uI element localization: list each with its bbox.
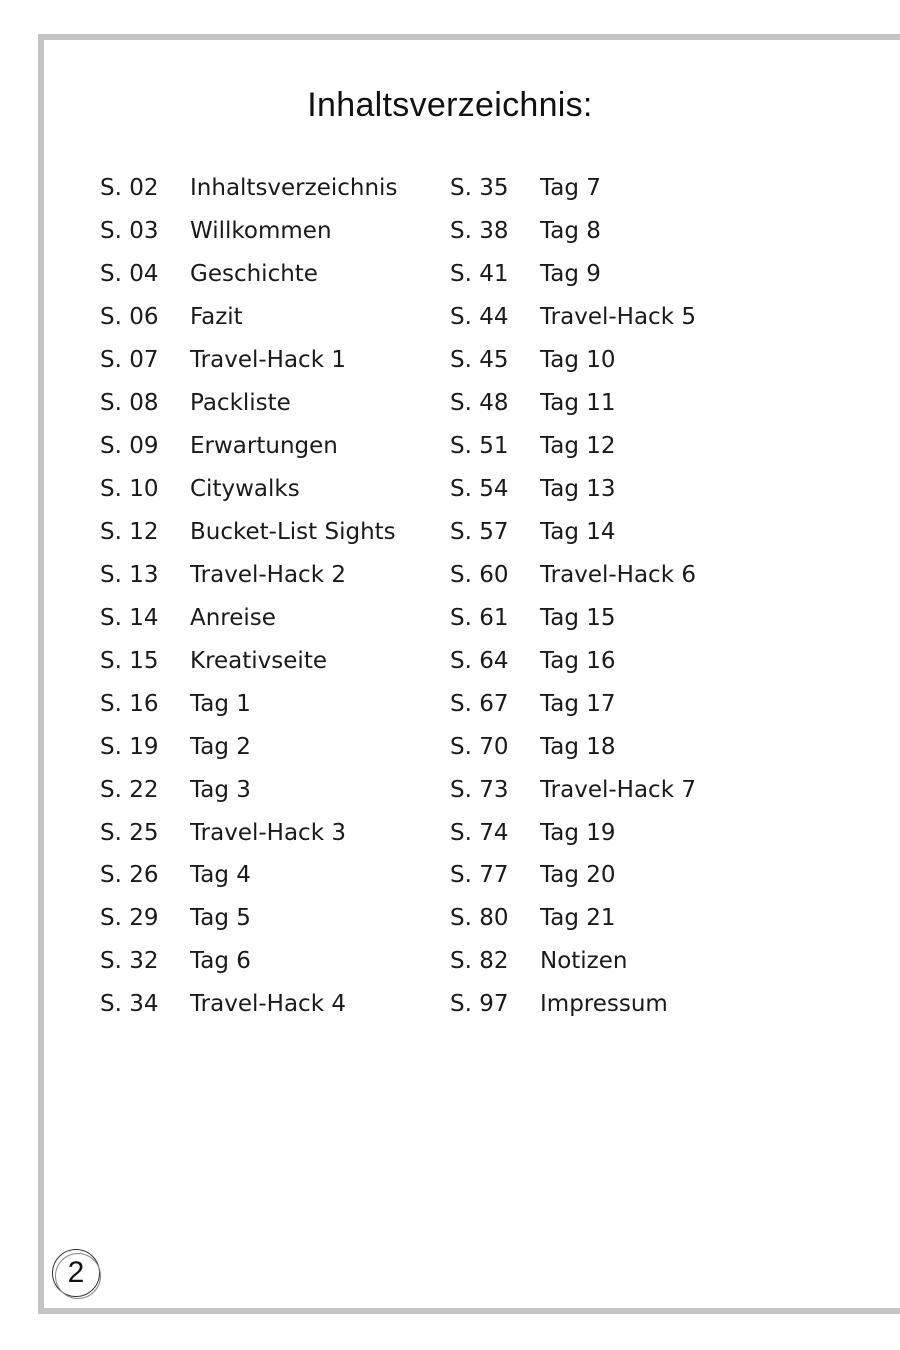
toc-entry-page: S. 82 <box>450 948 509 975</box>
toc-entry-page: S. 57 <box>450 518 509 545</box>
page-number: 2 <box>67 1256 85 1289</box>
toc-entry-page: S. 60 <box>450 561 509 588</box>
toc-entry-title: Erwartungen <box>190 433 338 460</box>
toc-entry-page: S. 64 <box>450 647 509 674</box>
toc-entry-title: Bucket-List Sights <box>190 518 396 545</box>
toc-entry <box>100 339 397 382</box>
toc-entry-page: S. 51 <box>450 433 509 460</box>
toc-entry <box>450 897 696 940</box>
toc-entry-page: S. 26 <box>100 862 159 889</box>
toc-entry <box>450 639 696 682</box>
toc-entry-page: S. 74 <box>450 819 509 846</box>
toc-entry-page: S. 02 <box>100 175 159 202</box>
toc-entry <box>450 210 696 253</box>
toc-entry-title: Geschichte <box>190 261 318 288</box>
page-number-badge <box>52 1249 100 1297</box>
toc-entry-title: Tag 1 <box>190 690 251 717</box>
toc-entry-title: Tag 15 <box>540 604 616 631</box>
toc-entry-page: S. 22 <box>100 776 159 803</box>
toc-entry-title: Tag 5 <box>190 905 251 932</box>
toc-entry <box>100 425 397 468</box>
toc-entry <box>450 339 696 382</box>
toc-entry-title: Tag 16 <box>540 647 616 674</box>
toc-entry-title: Impressum <box>540 991 668 1018</box>
toc-entry-title: Travel-Hack 3 <box>190 819 346 846</box>
toc-entry-page: S. 35 <box>450 175 509 202</box>
toc-entry-title: Tag 2 <box>190 733 251 760</box>
toc-entry-page: S. 45 <box>450 347 509 374</box>
toc-entry-title: Willkommen <box>190 218 332 245</box>
toc-entry-title: Tag 3 <box>190 776 251 803</box>
toc-entry-page: S. 44 <box>450 304 509 331</box>
toc-entry <box>100 596 397 639</box>
toc-entry-title: Tag 18 <box>540 733 616 760</box>
toc-entry <box>100 511 397 554</box>
toc-entry-page: S. 14 <box>100 604 159 631</box>
toc-entry <box>100 553 397 596</box>
page-title: Inhaltsverzeichnis: <box>307 86 593 124</box>
toc-entry-title: Fazit <box>190 304 243 331</box>
toc-entry <box>100 296 397 339</box>
toc-entry-title: Tag 11 <box>540 390 616 417</box>
toc-entry-title: Travel-Hack 6 <box>540 561 696 588</box>
toc-entry-page: S. 09 <box>100 433 159 460</box>
toc-entry-page: S. 03 <box>100 218 159 245</box>
toc-entry-title: Citywalks <box>190 476 300 503</box>
toc-entry-title: Tag 12 <box>540 433 616 460</box>
toc-entry <box>100 167 397 210</box>
toc-entry <box>100 897 397 940</box>
toc-entry <box>100 210 397 253</box>
toc-entry-page: S. 15 <box>100 647 159 674</box>
toc-entry-title: Tag 19 <box>540 819 616 846</box>
toc-entry <box>100 382 397 425</box>
toc-entry <box>450 596 696 639</box>
toc-entry <box>450 940 696 983</box>
toc-entry-page: S. 41 <box>450 261 509 288</box>
toc-entry-title: Notizen <box>540 948 628 975</box>
toc-entry <box>100 682 397 725</box>
toc-entry-page: S. 12 <box>100 518 159 545</box>
toc-entry-title: Travel-Hack 2 <box>190 561 346 588</box>
toc-entry <box>450 253 696 296</box>
toc-entry-page: S. 16 <box>100 690 159 717</box>
toc-entry-title: Tag 13 <box>540 476 616 503</box>
toc-entry <box>100 639 397 682</box>
toc-entry-page: S. 08 <box>100 390 159 417</box>
toc-entry-title: Tag 4 <box>190 862 251 889</box>
toc-entry-page: S. 29 <box>100 905 159 932</box>
toc-entry-page: S. 13 <box>100 561 159 588</box>
toc-entry <box>450 768 696 811</box>
toc-entry <box>450 725 696 768</box>
toc-entry <box>450 167 696 210</box>
toc-entry-title: Tag 9 <box>540 261 601 288</box>
toc-entry <box>450 854 696 897</box>
toc-entry <box>100 940 397 983</box>
toc-entry-title: Tag 8 <box>540 218 601 245</box>
toc-entry-page: S. 70 <box>450 733 509 760</box>
toc-entry <box>450 553 696 596</box>
toc-entry <box>450 425 696 468</box>
toc-entry-title: Tag 20 <box>540 862 616 889</box>
toc-entry-page: S. 06 <box>100 304 159 331</box>
toc-entry <box>450 811 696 854</box>
toc-entry-page: S. 77 <box>450 862 509 889</box>
toc-entry <box>450 382 696 425</box>
toc-entry-page: S. 38 <box>450 218 509 245</box>
toc-entry-title: Anreise <box>190 604 276 631</box>
toc-entry-title: Tag 7 <box>540 175 601 202</box>
toc-column-right <box>450 167 696 1026</box>
toc-entry <box>450 468 696 511</box>
toc-entry-title: Kreativseite <box>190 647 327 674</box>
toc-entry-title: Tag 10 <box>540 347 616 374</box>
toc-entry-page: S. 19 <box>100 733 159 760</box>
toc-entry-title: Packliste <box>190 390 291 417</box>
toc-entry-title: Tag 17 <box>540 690 616 717</box>
toc-entry-title: Tag 14 <box>540 518 616 545</box>
toc-entry <box>100 811 397 854</box>
toc-entry-title: Inhaltsverzeichnis <box>190 175 398 202</box>
toc-entry <box>100 768 397 811</box>
toc-entry <box>100 468 397 511</box>
toc-entry <box>100 983 397 1026</box>
toc-entry-title: Travel-Hack 5 <box>540 304 696 331</box>
toc-entry-title: Travel-Hack 1 <box>190 347 346 374</box>
toc-entry-page: S. 61 <box>450 604 509 631</box>
toc-entry <box>100 253 397 296</box>
toc-entry-page: S. 04 <box>100 261 159 288</box>
toc-entry <box>450 511 696 554</box>
toc-entry-page: S. 10 <box>100 476 159 503</box>
toc-entry-page: S. 97 <box>450 991 509 1018</box>
toc-entry <box>450 983 696 1026</box>
toc-entry <box>100 725 397 768</box>
toc-entry-title: Travel-Hack 7 <box>540 776 696 803</box>
toc-entry-title: Tag 6 <box>190 948 251 975</box>
toc-entry-title: Travel-Hack 4 <box>190 991 346 1018</box>
toc-entry <box>450 682 696 725</box>
toc-entry-page: S. 54 <box>450 476 509 503</box>
toc-entry-page: S. 80 <box>450 905 509 932</box>
toc-entry-page: S. 73 <box>450 776 509 803</box>
toc-entry-page: S. 32 <box>100 948 159 975</box>
toc-entry-page: S. 25 <box>100 819 159 846</box>
toc-entry <box>450 296 696 339</box>
toc-entry-page: S. 07 <box>100 347 159 374</box>
toc-entry-page: S. 34 <box>100 991 159 1018</box>
toc-entry-title: Tag 21 <box>540 905 616 932</box>
toc-entry-page: S. 48 <box>450 390 509 417</box>
toc-entry-page: S. 67 <box>450 690 509 717</box>
toc-column-left <box>100 167 397 1026</box>
toc-entry <box>100 854 397 897</box>
